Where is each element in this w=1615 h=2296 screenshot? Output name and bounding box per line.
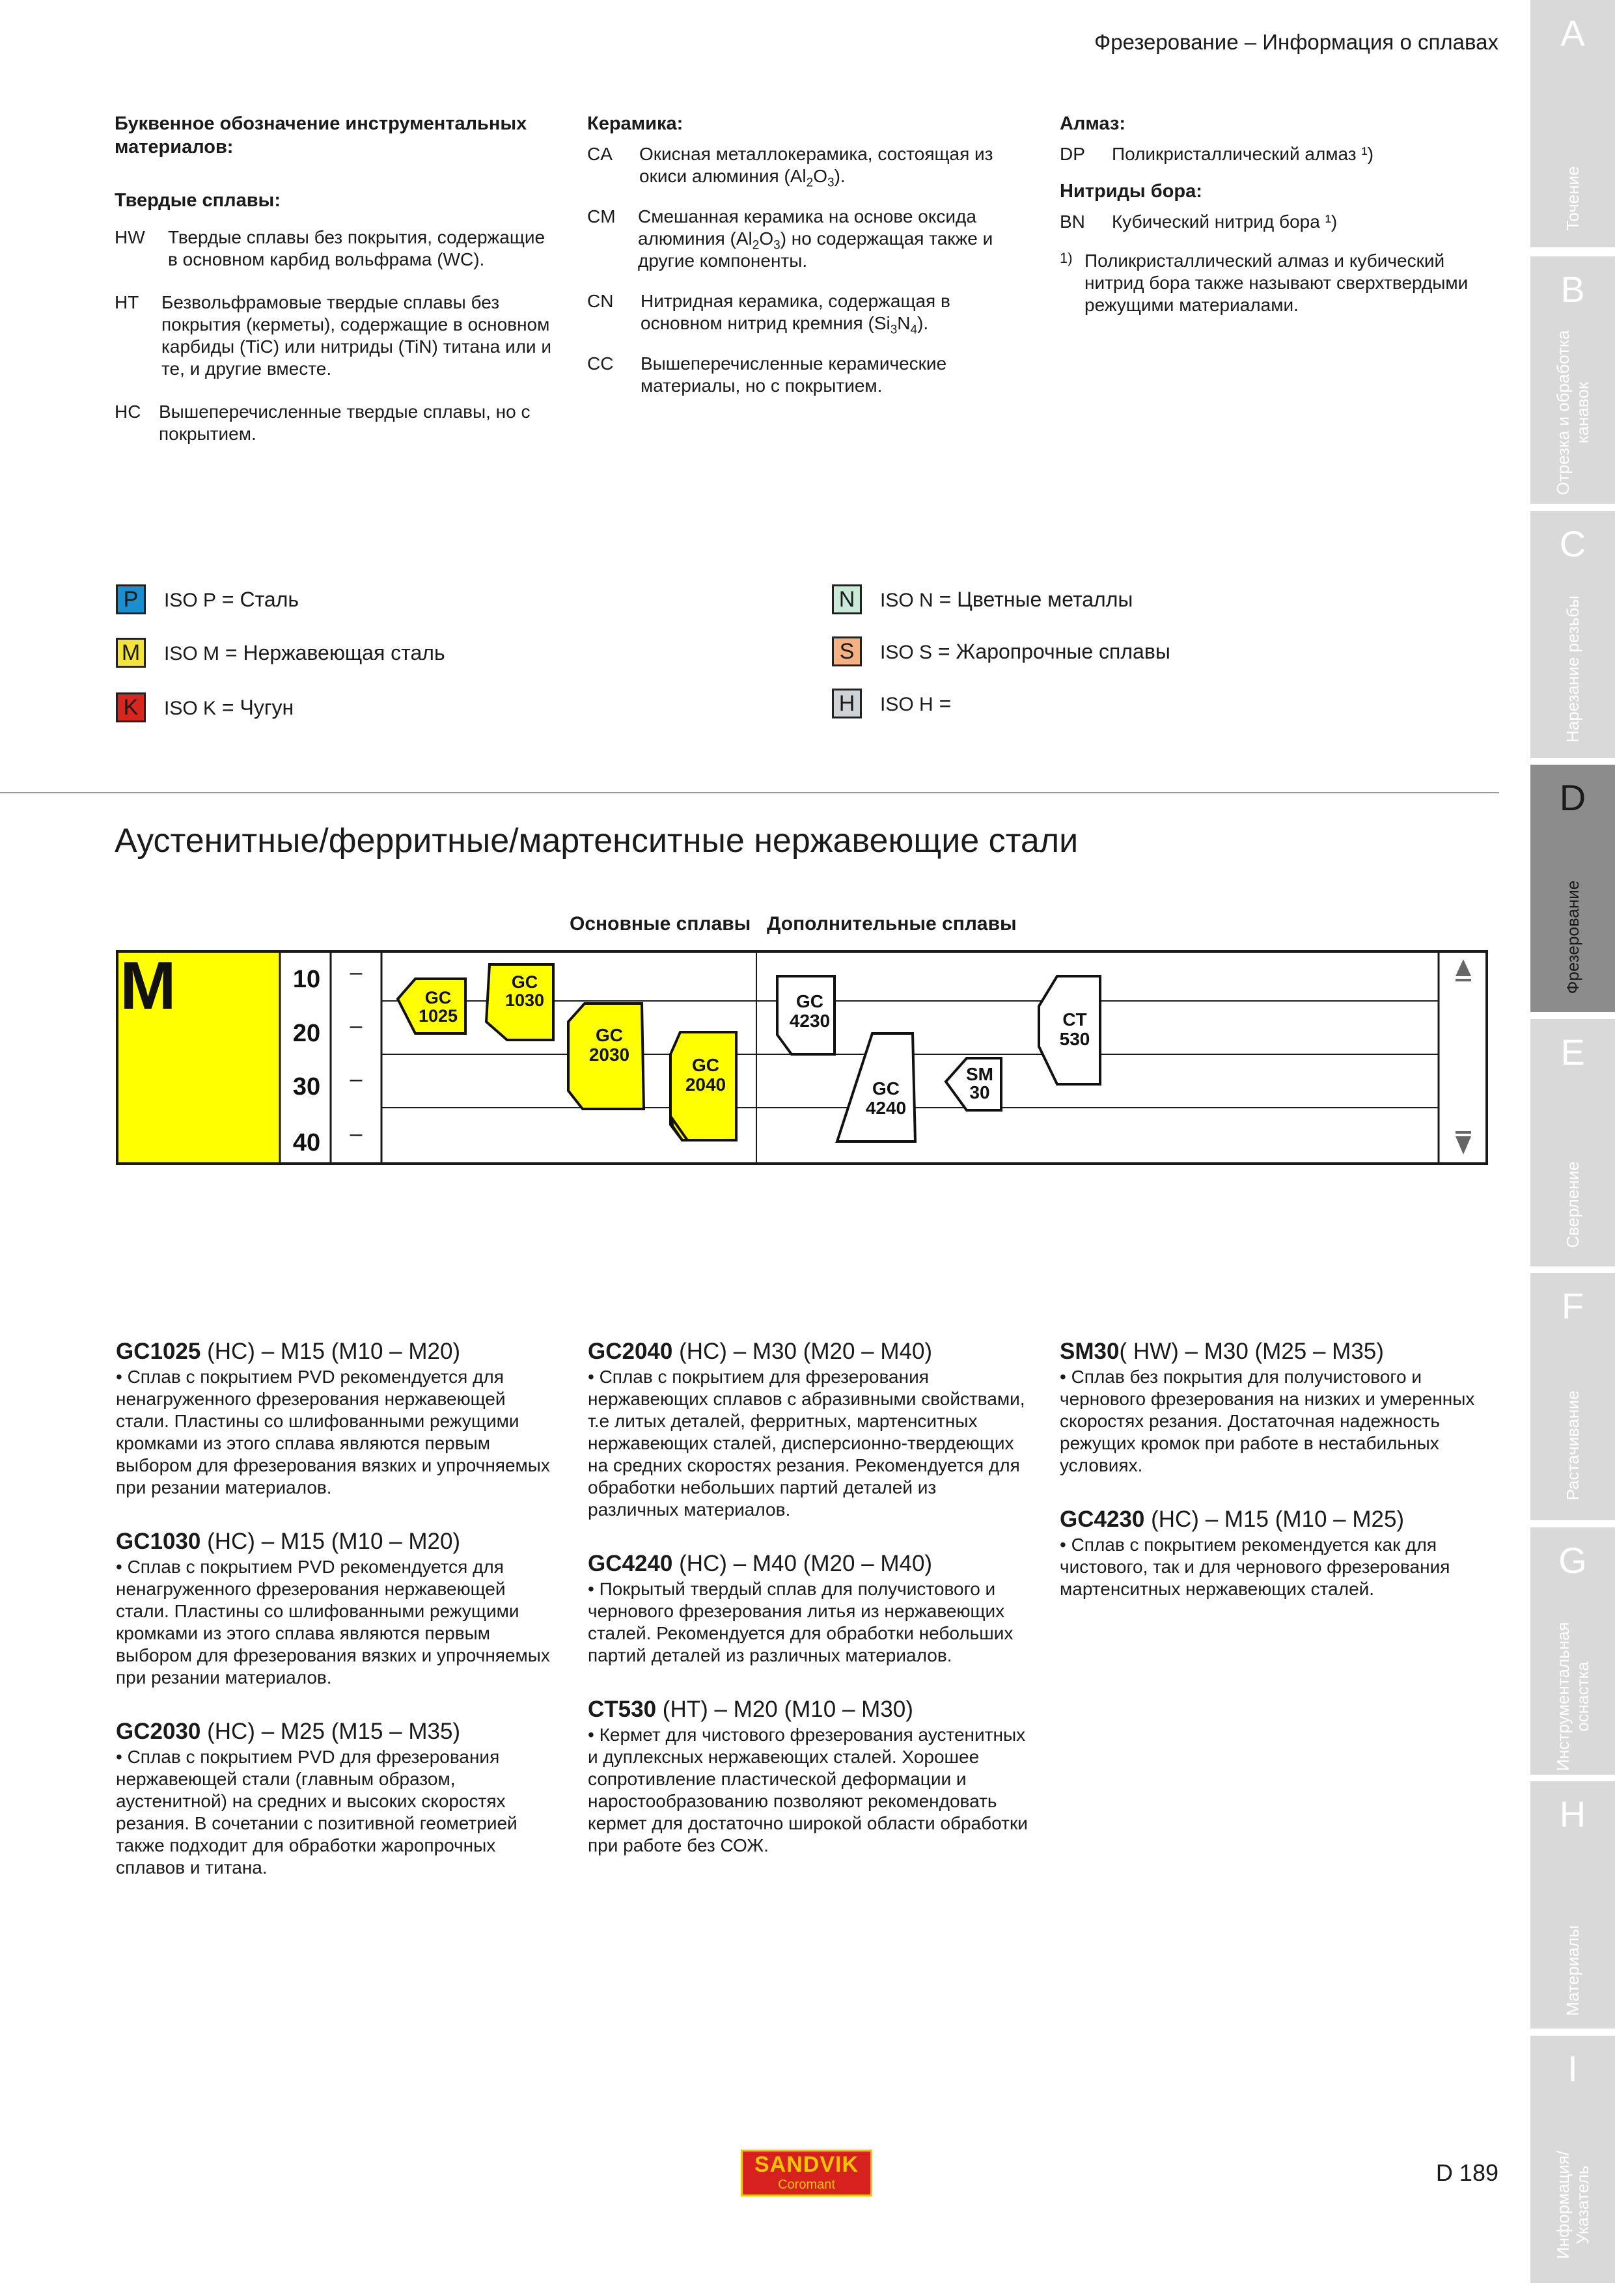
grade-chart [116, 950, 1488, 1165]
grade-gc2030 [568, 1004, 644, 1109]
iso-prefix: ISO N [880, 589, 933, 611]
text-part: ) но содержащая также и другие компоненты. [638, 228, 993, 271]
diamond-entry [1060, 143, 1489, 165]
grade-text: • Сплав с покрытием для фрезерования нержавеющих сплавов с абразивными свойствами, т.е литых деталей, ферритных, мартенситных нержавеющих сталей, дисперсионно-твердеющих на средних скоростях резания. Рекомендуется для обработки небольших партий деталей из различных материалов. [588, 1367, 1025, 1520]
iso-text: = Чугун [216, 695, 294, 719]
entry-code: CM [587, 206, 616, 226]
iso-m-letter: M [120, 950, 176, 1024]
iso-prefix: ISO K [164, 697, 217, 719]
ceramics-heading: Керамика: [587, 113, 683, 134]
grade-line2: 4240 [865, 1098, 907, 1118]
grade-range: – M30 (M20 – M40) [726, 1339, 933, 1364]
entry-code: HC [115, 402, 141, 422]
grade-block-gc4240 [588, 1550, 1030, 1667]
logo-sub: Coromant [778, 2178, 835, 2192]
grade-text: • Сплав с покрытием PVD рекомендуется для ненагруженного фрезерования нержавеющей стали. Пластины со шлифованными режущими кромками из этого сплава являются первым выбором для фрезерования вязких и упрочняемых при резании материалов. [116, 1557, 550, 1688]
grade-name: GC1025 [116, 1339, 201, 1364]
carbides-heading: Твердые сплавы: [115, 190, 281, 211]
iso-prefix: ISO H [880, 693, 933, 715]
grade-line1: GC [596, 1025, 623, 1045]
grade-line2: 530 [1059, 1029, 1090, 1049]
grade-range: – M15 (M10 – M20) [255, 1529, 461, 1554]
carbide-entry [115, 292, 557, 380]
level-dash: – [350, 1121, 363, 1146]
tab-label: Инструментальная оснастка [1553, 1622, 1592, 1771]
iso-item-s [832, 636, 1170, 666]
iso-prefix: ISO M [164, 642, 220, 664]
tab-label: Информация/ Указатель [1553, 2150, 1592, 2260]
tab-label: Материалы [1563, 1925, 1582, 2016]
grade-type: (HC) [200, 1339, 255, 1364]
iso-p-swatch: P [116, 584, 146, 614]
iso-p-label [164, 588, 299, 612]
tab-letter: C [1559, 523, 1586, 564]
entry-text: Твердые сплавы без покрытия, содержащие в основном карбид вольфрама (WC). [168, 227, 545, 269]
entry-text: Вышеперечисленные твердые сплавы, но с покрытием. [159, 402, 531, 444]
grade-type: (HT) [656, 1697, 708, 1722]
grade-range: – M15 (M10 – M20) [255, 1339, 461, 1364]
text-part: O [759, 228, 774, 249]
grade-title [588, 1337, 1030, 1366]
grade-type: (HC) [200, 1529, 255, 1554]
iso-k-label [164, 696, 294, 720]
grade-line1: GC [796, 991, 823, 1011]
tab-letter: H [1559, 1794, 1586, 1835]
footnote-mark: 1) [1060, 250, 1073, 266]
iso-s-swatch: S [832, 636, 862, 666]
iso-legend-left [116, 584, 445, 722]
grade-name: GC2030 [116, 1719, 201, 1744]
grade-title [116, 1527, 559, 1556]
grade-text: • Сплав с покрытием PVD для фрезерования нержавеющей стали (главным образом, аустенитной) на средних и высоких скоростях резания. В сочетании с позитивной геометрией также подходит для обработки жаропрочных сплавов и титана. [116, 1747, 518, 1878]
level-label: 40 [292, 1129, 321, 1156]
sidebar-tab-b[interactable] [1530, 256, 1615, 504]
text-part: ). [834, 166, 846, 186]
boron-entry [1060, 211, 1489, 233]
entry-code: CN [587, 291, 614, 311]
iso-item-h [832, 689, 1170, 718]
entry-code: HT [115, 292, 139, 312]
text-part: Смешанная керамика на основе оксида алюминия (Al [638, 206, 976, 249]
level-dash: – [350, 1067, 363, 1091]
grade-text: • Сплав с покрытием PVD рекомендуется для ненагруженного фрезерования нержавеющей стали. Пластины со шлифованными режущими кромками из этого сплава являются первым выбором для фрезерования вязких и упрочняемых при резании материалов. [116, 1367, 550, 1497]
tab-letter: A [1560, 12, 1585, 53]
tab-letter: B [1560, 269, 1585, 310]
grade-text: • Покрытый твердый сплав для получистового и чернового фрезерования литья из нержавеющих сталей. Рекомендуется для обработки небольших партий деталей из различных материалов. [588, 1579, 1014, 1665]
grade-range: – M25 (M15 – M35) [255, 1719, 461, 1744]
grade-line2: 1030 [504, 991, 545, 1010]
sidebar-tab-d[interactable] [1530, 765, 1615, 1012]
page-number: D 189 [1435, 2159, 1498, 2186]
entry-text [638, 206, 1018, 272]
sidebar-tab-c[interactable] [1530, 511, 1615, 758]
grade-line1: CT [1062, 1009, 1087, 1030]
subscript: 2 [752, 238, 760, 253]
tab-label: Растачивание [1563, 1390, 1582, 1501]
iso-text: = [933, 691, 952, 715]
grade-name: GC2040 [588, 1339, 673, 1364]
tab-label: Фрезерование [1563, 880, 1582, 994]
grade-text: • Сплав без покрытия для получистового и чернового фрезерования на низких и умеренных скоростях резания. Достаточная надежность режущих кромок при работе в нестабильных условиях. [1060, 1367, 1475, 1475]
grade-line2: 2040 [685, 1074, 726, 1095]
sidebar-tab-a[interactable] [1530, 0, 1615, 247]
grade-line2: 2030 [588, 1045, 630, 1065]
grade-name: GC4230 [1060, 1507, 1145, 1532]
section-divider [0, 792, 1499, 793]
iso-text: = Нержавеющая сталь [219, 640, 445, 664]
grade-title [116, 1337, 559, 1366]
subscript: 3 [773, 238, 780, 253]
sidebar-tab-g[interactable] [1530, 1527, 1615, 1775]
grade-name: GC4240 [588, 1551, 673, 1576]
carbide-entry [115, 226, 557, 271]
text-part: N [897, 313, 911, 333]
boron-heading: Нитриды бора: [1060, 181, 1202, 202]
level-dash: – [350, 960, 363, 985]
subscript: 3 [890, 323, 898, 337]
superhard-column [1060, 112, 1489, 316]
designations-heading: Буквенное обозначение инструментальных материалов: [115, 113, 527, 157]
carbide-entry [115, 401, 557, 445]
tab-label: Отрезка и обработка канавок [1553, 330, 1592, 495]
grade-descriptions-col2 [588, 1337, 1030, 1857]
iso-item-m [116, 638, 445, 668]
subscript: 2 [806, 176, 814, 190]
grade-type: (HC) [672, 1551, 727, 1576]
iso-h-label [880, 692, 951, 716]
iso-item-n [832, 584, 1170, 614]
tab-label: Сверление [1563, 1161, 1582, 1248]
grade-title [116, 1717, 559, 1746]
ceramic-entry [587, 290, 1018, 335]
grade-block-gc1030 [116, 1527, 559, 1689]
grade-line1: GC [692, 1055, 719, 1075]
entry-text [639, 143, 1018, 190]
text-part: O [813, 166, 827, 186]
grade-line2: 1025 [418, 1006, 458, 1026]
sidebar-tab-h[interactable] [1530, 1781, 1615, 2029]
grade-gc1030 [486, 964, 553, 1040]
grade-line2: 30 [969, 1082, 990, 1102]
diamond-heading: Алмаз: [1060, 113, 1125, 134]
logo-brand: SANDVIK [754, 2152, 859, 2177]
grade-title [1060, 1505, 1489, 1534]
ceramics-column [587, 112, 1018, 397]
iso-n-label [880, 588, 1133, 612]
sidebar-tab-i[interactable] [1530, 2036, 1615, 2283]
grade-type: (HC) [1144, 1507, 1199, 1532]
iso-legend-right [832, 584, 1170, 718]
grade-ct530 [1039, 976, 1100, 1084]
footnote-text: Поликристаллический алмаз и кубический нитрид бора также называют сверхтвердыми режущими материалами. [1084, 251, 1469, 315]
grade-block-gc4230 [1060, 1505, 1489, 1600]
iso-item-k [116, 692, 445, 722]
entry-code: CC [587, 353, 614, 374]
grade-name: SM30 [1060, 1339, 1120, 1364]
iso-prefix: ISO P [164, 589, 217, 611]
entry-code: DP [1060, 144, 1085, 164]
tab-letter: D [1559, 777, 1586, 818]
grade-title [588, 1695, 1030, 1724]
grade-range: – M15 (M10 – M25) [1198, 1507, 1405, 1532]
entry-text: Безвольфрамовые твердые сплавы без покрытия (керметы), содержащие в основном карбиды (TiC) или нитриды (TiN) титана или и те, и другие вместе. [161, 292, 551, 379]
grade-type: ( HW) [1119, 1339, 1179, 1364]
entry-text: Поликристаллический алмаз ¹) [1112, 144, 1374, 164]
iso-item-p [116, 584, 445, 614]
level-label: 10 [292, 966, 321, 993]
tab-label: Нарезание резьбы [1563, 595, 1582, 743]
iso-text: = Цветные металлы [933, 587, 1133, 611]
iso-n-swatch: N [832, 584, 862, 614]
iso-text: = Сталь [216, 587, 299, 611]
subscript: 4 [910, 323, 918, 337]
tab-letter: I [1567, 2048, 1578, 2089]
grade-range: – M30 (M25 – M35) [1178, 1339, 1384, 1364]
level-label: 20 [292, 1020, 321, 1047]
grade-block-gc2040 [588, 1337, 1030, 1521]
grade-text: • Сплав с покрытием рекомендуется как для чистового, так и для чернового фрезерования мартенситных нержавеющих сталей. [1060, 1535, 1450, 1599]
iso-m-label [164, 641, 445, 665]
page-header: Фрезерование – Информация о сплавах [1094, 30, 1498, 54]
subscript: 3 [827, 176, 835, 190]
grade-title [588, 1550, 1030, 1578]
grade-block-sm30 [1060, 1337, 1489, 1477]
grade-name: CT530 [588, 1697, 657, 1722]
iso-s-label [880, 640, 1170, 664]
sidebar-tab-f[interactable] [1530, 1273, 1615, 1520]
entry-text [641, 290, 1018, 335]
ceramic-entry [587, 353, 1018, 397]
grade-type: (HC) [200, 1719, 255, 1744]
iso-m-swatch: M [116, 638, 146, 668]
ceramic-entry [587, 206, 1018, 272]
entry-code: HW [115, 227, 145, 247]
grade-gc2040 [670, 1032, 736, 1140]
level-label: 30 [292, 1073, 321, 1100]
grade-line1: SM [966, 1064, 993, 1084]
grade-range: – M20 (M10 – M30) [708, 1697, 913, 1722]
grade-type: (HC) [672, 1339, 727, 1364]
grade-block-gc2030 [116, 1717, 559, 1879]
designations-column [115, 112, 557, 445]
ceramic-entry [587, 143, 1018, 190]
extra-grades-label: Дополнительные сплавы [767, 913, 1017, 935]
text-part: ). [917, 313, 929, 333]
tab-label: Точение [1563, 166, 1582, 231]
grade-range: – M40 (M20 – M40) [726, 1551, 933, 1576]
text-part: Окисная металлокерамика, состоящая из окиси алюминия (Al [639, 144, 993, 186]
tab-letter: E [1560, 1032, 1585, 1073]
iso-h-swatch: H [832, 689, 862, 718]
grade-title [1060, 1337, 1489, 1366]
iso-k-swatch: K [116, 692, 146, 722]
grade-name: GC1030 [116, 1529, 201, 1554]
grade-block-gc1025 [116, 1337, 559, 1499]
sandvik-logo [741, 2150, 872, 2196]
main-grades-label: Основные сплавы [570, 913, 751, 935]
grade-text: • Кермет для чистового фрезерования аустенитных и дуплексных нержавеющих сталей. Хорошее сопротивление пластической деформации и наростообразованию позволяют рекомендовать кермет для достаточно широкой области обработки при работе без СОЖ. [588, 1725, 1028, 1855]
iso-prefix: ISO S [880, 641, 933, 663]
tab-letter: F [1561, 1285, 1584, 1326]
section-title: Аустенитные/ферритные/мартенситные нержавеющие стали [115, 822, 1079, 860]
text-part: Нитридная керамика, содержащая в основном нитрид кремния (Si [641, 291, 950, 333]
grade-line2: 4230 [789, 1011, 831, 1031]
iso-text: = Жаропрочные сплавы [932, 639, 1170, 663]
grade-gc4230 [777, 976, 835, 1054]
grade-descriptions-col1 [116, 1337, 559, 1879]
level-dash: – [350, 1013, 363, 1038]
entry-code: BN [1060, 212, 1085, 232]
entry-text: Вышеперечисленные керамические материалы, но с покрытием. [641, 353, 947, 396]
grade-line1: GC [424, 988, 452, 1007]
entry-text: Кубический нитрид бора ¹) [1112, 212, 1338, 232]
sidebar-tab-e[interactable] [1530, 1019, 1615, 1266]
entry-code: CA [587, 144, 613, 164]
grade-line1: GC [872, 1078, 900, 1099]
tab-letter: G [1558, 1540, 1587, 1581]
grade-block-ct530 [588, 1695, 1030, 1857]
grade-line1: GC [511, 972, 538, 992]
footnote [1060, 250, 1489, 316]
grade-descriptions-col3 [1060, 1337, 1489, 1600]
